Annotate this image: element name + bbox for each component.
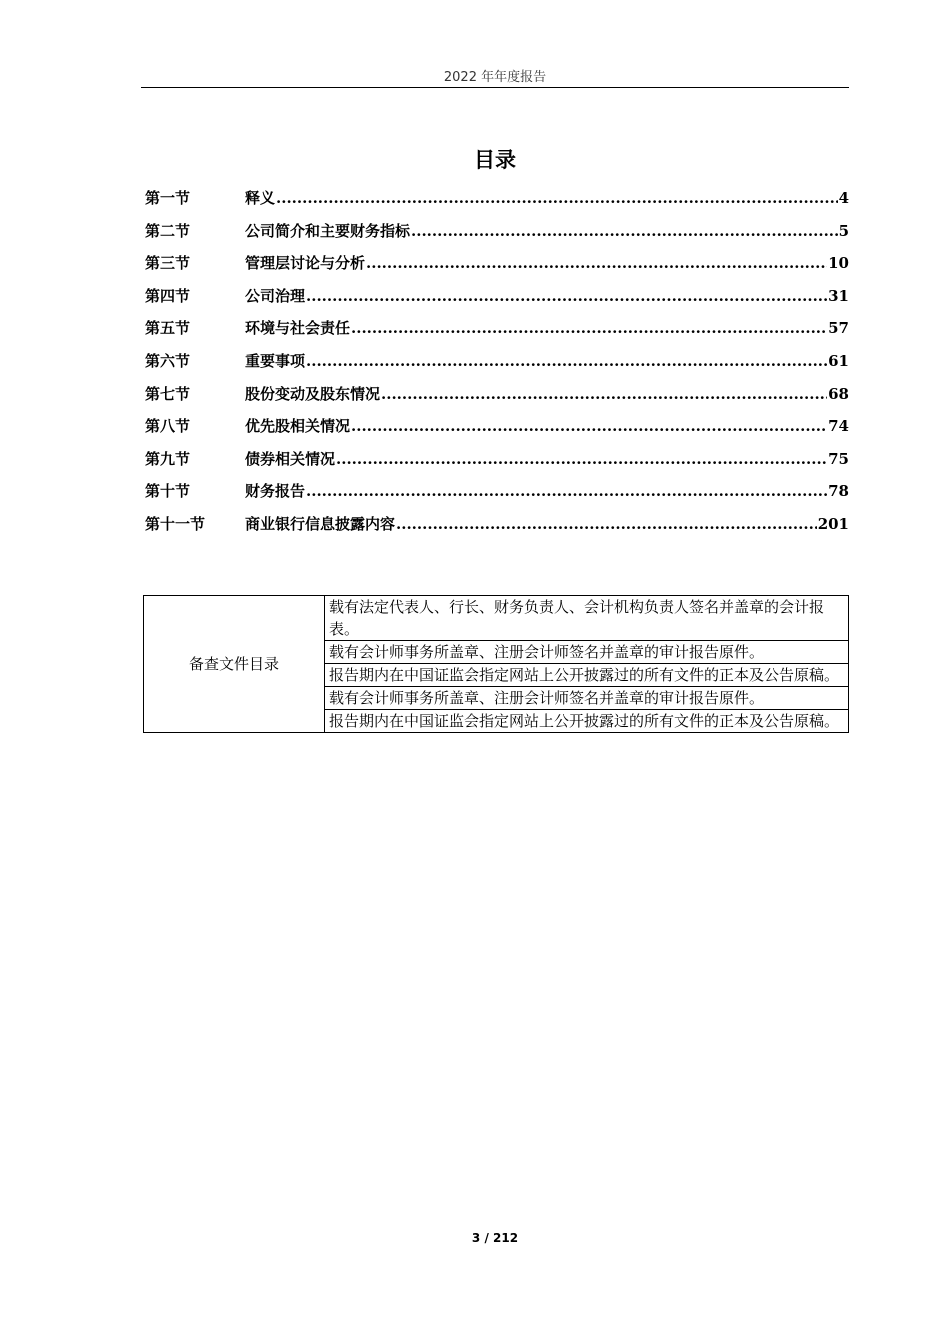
toc-dot-leader — [306, 348, 827, 374]
toc-entry-label: 公司简介和主要财务指标 — [245, 221, 411, 240]
toc-entry[interactable] — [145, 250, 849, 283]
toc-entry-page: 31 — [828, 286, 849, 305]
toc-entry-number: 第三节 — [145, 254, 191, 273]
toc-dot-leader — [396, 511, 817, 537]
toc-entry-label: 债券相关情况 — [245, 449, 336, 468]
toc-entry[interactable] — [145, 348, 849, 381]
toc-entry-number: 第七节 — [145, 384, 191, 403]
reference-file-item: 载有法定代表人、行长、财务负责人、会计机构负责人签名并盖章的会计报表。 — [325, 596, 849, 641]
toc-entry-number: 第五节 — [145, 319, 191, 338]
toc-entry-label: 环境与社会责任 — [245, 319, 351, 338]
reference-file-item: 报告期内在中国证监会指定网站上公开披露过的所有文件的正本及公告原稿。 — [325, 664, 849, 687]
table-of-contents — [145, 185, 849, 544]
toc-entry-number: 第二节 — [145, 221, 191, 240]
toc-dot-leader — [351, 315, 827, 341]
toc-entry-number: 第十一节 — [145, 514, 206, 533]
toc-entry-page: 61 — [828, 351, 849, 370]
toc-entry-number: 第十节 — [145, 482, 191, 501]
toc-entry[interactable] — [145, 446, 849, 479]
toc-dot-leader — [336, 446, 827, 472]
toc-entry-page: 57 — [828, 319, 849, 338]
reference-file-item: 载有会计师事务所盖章、注册会计师签名并盖章的审计报告原件。 — [325, 641, 849, 664]
toc-dot-leader — [366, 250, 827, 276]
toc-entry[interactable] — [145, 511, 849, 544]
toc-entry[interactable] — [145, 185, 849, 218]
toc-entry-page: 4 — [838, 189, 849, 207]
toc-entry-label: 商业银行信息披露内容 — [245, 514, 396, 533]
table-row — [144, 596, 849, 641]
toc-entry[interactable] — [145, 283, 849, 316]
page-header: 2022 年年度报告 — [443, 70, 547, 85]
toc-dot-leader — [276, 185, 838, 211]
toc-entry-page: 75 — [828, 449, 849, 468]
toc-entry-number: 第八节 — [145, 417, 191, 436]
toc-entry-label: 财务报告 — [245, 482, 306, 501]
toc-entry-page: 5 — [838, 221, 849, 240]
reference-file-item: 载有会计师事务所盖章、注册会计师签名并盖章的审计报告原件。 — [325, 687, 849, 710]
toc-entry-label: 股份变动及股东情况 — [245, 384, 381, 403]
toc-entry-number: 第一节 — [145, 189, 191, 207]
toc-entry-number: 第六节 — [145, 351, 191, 370]
toc-entry-label: 管理层讨论与分析 — [245, 254, 366, 273]
reference-file-item: 报告期内在中国证监会指定网站上公开披露过的所有文件的正本及公告原稿。 — [325, 710, 849, 733]
toc-entry[interactable] — [145, 381, 849, 414]
toc-entry[interactable] — [145, 315, 849, 348]
toc-dot-leader — [411, 218, 838, 244]
page-number: 3 / 212 — [471, 1231, 519, 1245]
header-divider — [141, 87, 849, 88]
toc-entry-label: 优先股相关情况 — [245, 417, 351, 436]
toc-entry-page: 201 — [817, 514, 849, 533]
toc-entry-page: 78 — [828, 482, 849, 501]
toc-entry[interactable] — [145, 478, 849, 511]
toc-entry[interactable] — [145, 218, 849, 251]
toc-entry-page: 68 — [828, 384, 849, 403]
toc-entry-label: 重要事项 — [245, 351, 306, 370]
toc-entry-number: 第九节 — [145, 449, 191, 468]
toc-dot-leader — [381, 381, 827, 407]
toc-entry-number: 第四节 — [145, 286, 191, 305]
toc-entry-label: 释义 — [245, 189, 276, 207]
toc-entry-label: 公司治理 — [245, 286, 306, 305]
toc-dot-leader — [351, 413, 827, 439]
toc-entry-page: 10 — [828, 254, 849, 273]
reference-files-label: 备查文件目录 — [144, 596, 325, 733]
toc-entry[interactable] — [145, 413, 849, 446]
toc-entry-page: 74 — [828, 417, 849, 436]
toc-dot-leader — [306, 283, 827, 309]
toc-title: 目录 — [474, 148, 516, 172]
reference-files-table — [143, 595, 849, 733]
toc-dot-leader — [306, 478, 827, 504]
